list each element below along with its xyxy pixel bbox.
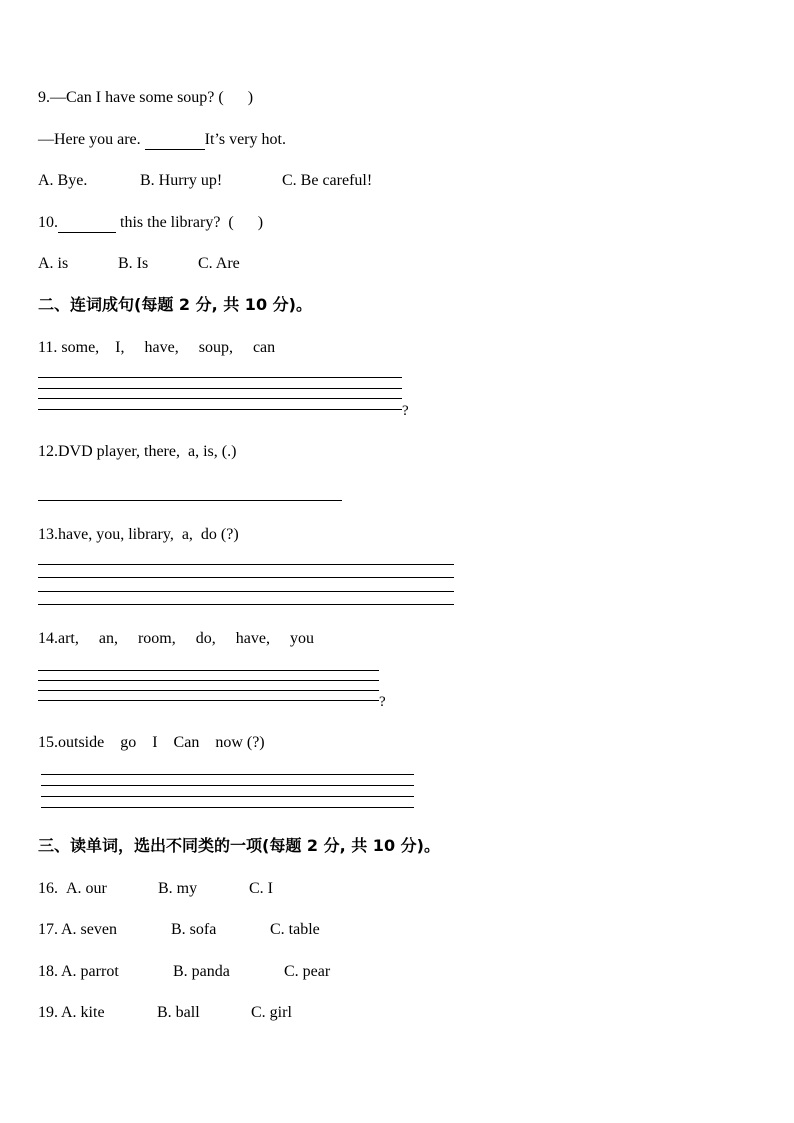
q14-end-mark: ? bbox=[379, 694, 386, 710]
q9-answer-blank[interactable] bbox=[145, 133, 205, 150]
q14-prompt: 14.art, an, room, do, have, you bbox=[38, 630, 314, 647]
q19-option-a: A. kite bbox=[61, 1004, 105, 1021]
q9-option-b: B. Hurry up! bbox=[140, 172, 223, 189]
q19-option-b: B. ball bbox=[157, 1004, 200, 1021]
q18-number: 18. bbox=[38, 963, 58, 980]
q10-question bbox=[38, 213, 263, 233]
q13-prompt: 13.have, you, library, a, do (?) bbox=[38, 526, 239, 543]
q17-option-b: B. sofa bbox=[171, 921, 217, 938]
q10-option-b: B. Is bbox=[118, 255, 149, 272]
q11-prompt: 11. some, I, have, soup, can bbox=[38, 339, 276, 356]
q16-option-b: B. my bbox=[158, 880, 198, 897]
q12-writing-line[interactable] bbox=[38, 500, 342, 501]
q10-number: 10. bbox=[38, 214, 58, 231]
q15-writing-line[interactable] bbox=[41, 785, 414, 786]
q13-writing-line[interactable] bbox=[38, 604, 454, 605]
q14-writing-line[interactable] bbox=[38, 690, 379, 691]
section2-heading: 二、连词成句(每题 2 分, 共 10 分)。 bbox=[38, 295, 312, 314]
q10-option-a: A. is bbox=[38, 255, 69, 272]
q11-end-mark: ? bbox=[402, 403, 409, 419]
q11-writing-line[interactable] bbox=[38, 388, 402, 389]
q17-number: 17. bbox=[38, 921, 58, 938]
q17-option-c: C. table bbox=[270, 921, 320, 938]
q15-writing-line[interactable] bbox=[41, 774, 414, 775]
q14-writing-line[interactable] bbox=[38, 680, 379, 681]
q16-option-a: A. our bbox=[66, 880, 107, 897]
q19-number: 19. bbox=[38, 1004, 58, 1021]
q13-writing-line[interactable] bbox=[38, 564, 454, 565]
q9-line2-suffix: It’s very hot. bbox=[204, 131, 286, 148]
q13-writing-line[interactable] bbox=[38, 591, 454, 592]
q9-question: 9.—Can I have some soup? ( ) bbox=[38, 89, 254, 106]
q9-option-c: C. Be careful! bbox=[282, 172, 373, 189]
q9-option-a: A. Bye. bbox=[38, 172, 88, 189]
q15-writing-line[interactable] bbox=[41, 796, 414, 797]
q18-option-a: A. parrot bbox=[61, 963, 119, 980]
q18-option-c: C. pear bbox=[284, 963, 331, 980]
q10-answer-blank[interactable] bbox=[58, 216, 116, 233]
q19-option-c: C. girl bbox=[251, 1004, 292, 1021]
q15-prompt: 15.outside go I Can now (?) bbox=[38, 734, 265, 751]
q13-writing-line[interactable] bbox=[38, 577, 454, 578]
q17-option-a: A. seven bbox=[61, 921, 117, 938]
q11-writing-line[interactable] bbox=[38, 398, 402, 399]
q16-number: 16. bbox=[38, 880, 62, 897]
q9-line2-prefix: —Here you are. bbox=[38, 131, 145, 148]
q11-writing-line[interactable] bbox=[38, 377, 402, 378]
q12-prompt: 12.DVD player, there, a, is, (.) bbox=[38, 443, 237, 460]
q11-writing-line[interactable] bbox=[38, 409, 402, 410]
q10-text: this the library? ( ) bbox=[116, 214, 264, 231]
q14-writing-line[interactable] bbox=[38, 670, 379, 671]
section3-heading: 三、读单词，选出不同类的一项(每题 2 分, 共 10 分)。 bbox=[38, 836, 440, 855]
q14-writing-line[interactable] bbox=[38, 700, 379, 701]
q10-option-c: C. Are bbox=[198, 255, 240, 272]
q9-line2 bbox=[38, 130, 286, 150]
q15-writing-line[interactable] bbox=[41, 807, 414, 808]
q18-option-b: B. panda bbox=[173, 963, 230, 980]
q16-option-c: C. I bbox=[249, 880, 273, 897]
